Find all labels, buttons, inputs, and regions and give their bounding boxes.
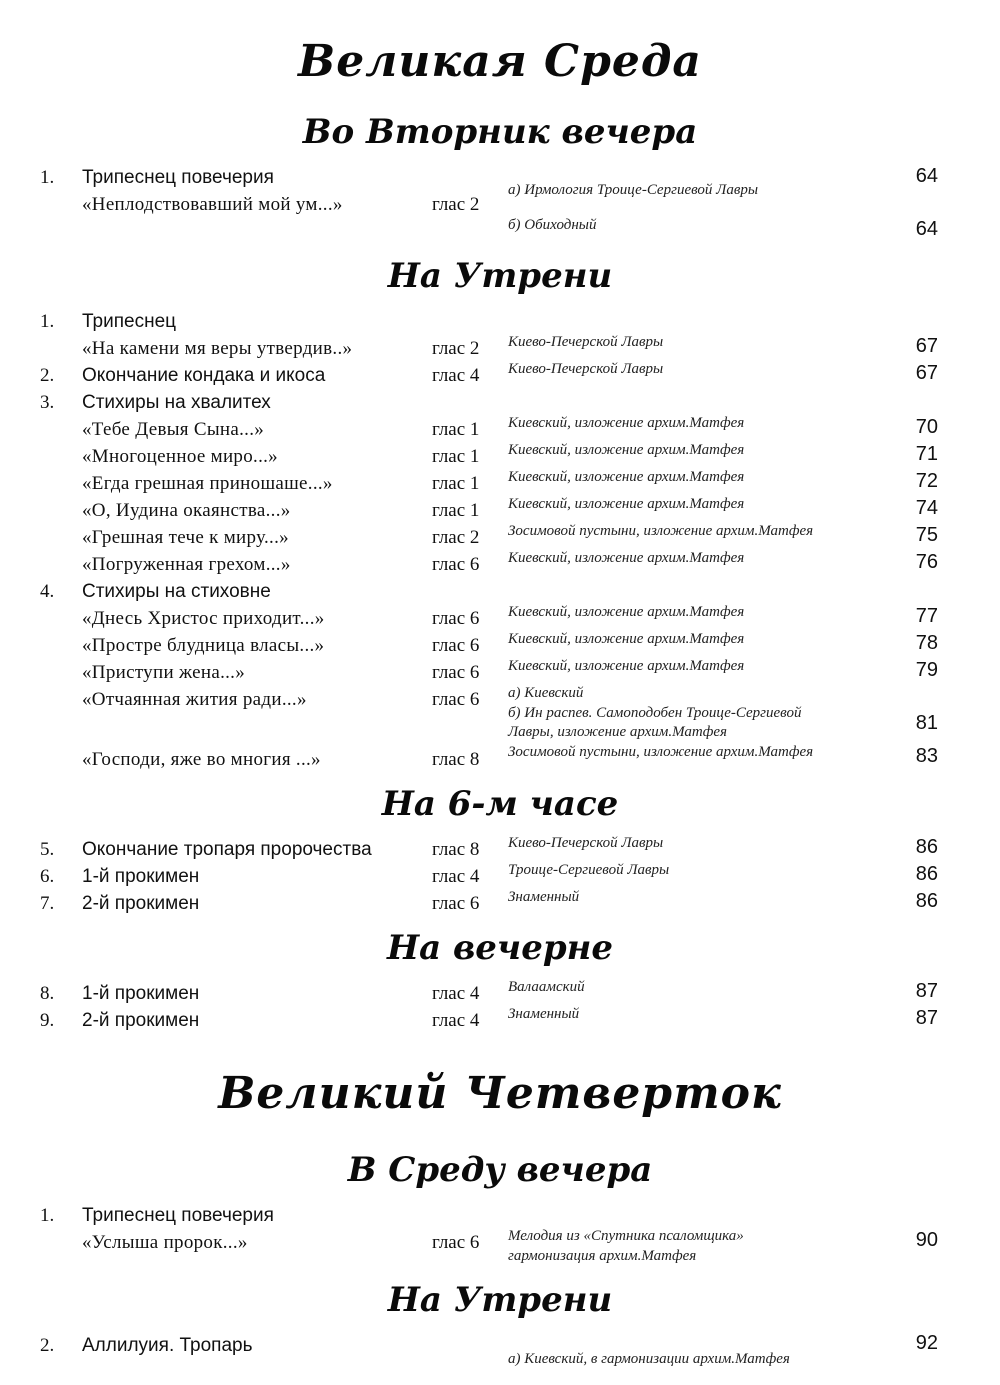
source: Мелодия из «Спутника псаломщика» [508, 1228, 744, 1244]
source: Киево-Печерской Лавры [508, 835, 664, 851]
source: Знаменный [508, 1006, 580, 1022]
glas: глас 2 [432, 338, 480, 359]
item-title: Стихиры на стиховне [82, 581, 271, 602]
glas: глас 6 [432, 689, 480, 710]
glas: глас 1 [432, 446, 480, 467]
item-number: 1. [40, 1205, 55, 1226]
item-number: 4. [40, 581, 55, 602]
source: Киево-Печерской Лавры [508, 334, 664, 350]
page-number: 71 [915, 443, 938, 465]
source: Киевский, изложение архим.Матфея [508, 631, 745, 647]
page-number: 70 [915, 416, 938, 438]
incipit: «О, Иудина окаянства...» [82, 500, 291, 521]
glas: глас 6 [432, 554, 480, 575]
section-heading: В Среду вечера [347, 1150, 653, 1190]
item-title: Трипеснец повечерия [82, 1205, 274, 1226]
item-number: 6. [40, 866, 55, 887]
page-number: 77 [915, 605, 938, 627]
page-number: 74 [915, 497, 938, 519]
source: Киевский, изложение архим.Матфея [508, 442, 745, 458]
incipit: «Простре блудница власы...» [82, 635, 325, 656]
glas: глас 6 [432, 662, 480, 683]
item-title: 2-й прокимен [82, 1010, 200, 1031]
source: а) Ирмология Троице-Сергиевой Лавры [508, 182, 758, 198]
item-title: 2-й прокимен [82, 893, 200, 914]
day-title: Великий Четверток [218, 1068, 782, 1119]
incipit: «Погруженная грехом...» [82, 554, 291, 575]
source: Знаменный [508, 889, 580, 905]
glas: глас 4 [432, 866, 480, 887]
page-number: 86 [915, 863, 938, 885]
glas: глас 4 [432, 365, 480, 386]
glas: глас 2 [432, 527, 480, 548]
incipit: «Тебе Девыя Сына...» [82, 419, 265, 440]
source: Валаамский [508, 979, 585, 995]
page-number: 78 [915, 632, 938, 654]
source: Киевский, изложение архим.Матфея [508, 469, 745, 485]
source: а) Киевский [508, 685, 584, 701]
item-title: Аллилуия. Тропарь [82, 1335, 253, 1356]
section-heading: На вечерне [386, 928, 614, 968]
page-number: 67 [915, 362, 938, 384]
item-title: Трипеснец повечерия [82, 167, 274, 188]
page-number: 79 [915, 659, 938, 681]
source: а) Киевский, в гармонизации архим.Матфея [508, 1351, 790, 1367]
item-title: Окончание кондака и икоса [82, 365, 326, 386]
item-number: 2. [40, 1335, 55, 1356]
incipit: «Услыша пророк...» [82, 1232, 248, 1253]
source: Зосимовой пустыни, изложение архим.Матфея [508, 523, 814, 539]
page-number: 72 [915, 470, 938, 492]
incipit: «На камени мя веры утвердив..» [82, 338, 353, 359]
item-title: Стихиры на хвалитех [82, 392, 271, 413]
incipit: «Егда грешная приношаше...» [82, 473, 333, 494]
source: Лавры, изложение архим.Матфея [508, 724, 727, 740]
incipit: «Господи, яже во многия ...» [82, 749, 321, 770]
page-number: 87 [915, 1007, 938, 1029]
item-number: 8. [40, 983, 55, 1004]
item-title: Окончание тропаря пророчества [82, 839, 372, 860]
source: Зосимовой пустыни, изложение архим.Матфея [508, 744, 814, 760]
source: Киевский, изложение архим.Матфея [508, 550, 745, 566]
page-number: 64 [915, 165, 938, 187]
item-number: 1. [40, 167, 55, 188]
incipit: «Днесь Христос приходит...» [82, 608, 325, 629]
source: Киево-Печерской Лавры [508, 361, 664, 377]
source: Киевский, изложение архим.Матфея [508, 658, 745, 674]
item-title: 1-й прокимен [82, 983, 200, 1004]
glas: глас 8 [432, 839, 480, 860]
source: Киевский, изложение архим.Матфея [508, 604, 745, 620]
glas: глас 6 [432, 608, 480, 629]
incipit: «Отчаянная жития ради...» [82, 689, 307, 710]
incipit: «Многоценное миро...» [82, 446, 278, 467]
source: Киевский, изложение архим.Матфея [508, 415, 745, 431]
incipit: «Грешная тече к миру...» [82, 527, 289, 548]
glas: глас 4 [432, 1010, 480, 1031]
glas: глас 6 [432, 635, 480, 656]
glas: глас 1 [432, 419, 480, 440]
item-number: 7. [40, 893, 55, 914]
page-number: 75 [915, 524, 938, 546]
page-number: 64 [915, 218, 938, 240]
page-number: 86 [915, 836, 938, 858]
glas: глас 1 [432, 473, 480, 494]
item-title: 1-й прокимен [82, 866, 200, 887]
item-number: 9. [40, 1010, 55, 1031]
section-heading: На Утрени [387, 1280, 613, 1320]
page-number: 90 [915, 1229, 938, 1251]
glas: глас 1 [432, 500, 480, 521]
day-title: Великая Среда [298, 36, 702, 87]
source: б) Обиходный [508, 217, 597, 233]
source: б) Ин распев. Самоподобен Троице-Сергиевой [508, 705, 802, 721]
glas: глас 2 [432, 194, 480, 215]
section-heading: На 6-м часе [381, 784, 619, 824]
item-number: 5. [40, 839, 55, 860]
glas: глас 4 [432, 983, 480, 1004]
page-number: 67 [915, 335, 938, 357]
item-number: 1. [40, 311, 55, 332]
item-number: 2. [40, 365, 55, 386]
glas: глас 8 [432, 749, 480, 770]
item-title: Трипеснец [82, 311, 177, 332]
incipit: «Приступи жена...» [82, 662, 246, 683]
section-heading: На Утрени [387, 256, 613, 296]
glas: глас 6 [432, 893, 480, 914]
page-number: 76 [915, 551, 938, 573]
source: гармонизация архим.Матфея [508, 1248, 697, 1264]
page-number: 83 [915, 745, 938, 767]
source: Троице-Сергиевой Лавры [508, 862, 670, 878]
page-number: 87 [915, 980, 938, 1002]
incipit: «Неплодствовавший мой ум...» [82, 194, 343, 215]
page-number: 81 [915, 712, 938, 734]
page-number: 92 [915, 1332, 938, 1354]
source: Киевский, изложение архим.Матфея [508, 496, 745, 512]
item-number: 3. [40, 392, 55, 413]
section-heading: Во Вторник вечера [302, 112, 698, 152]
page-number: 86 [915, 890, 938, 912]
glas: глас 6 [432, 1232, 480, 1253]
